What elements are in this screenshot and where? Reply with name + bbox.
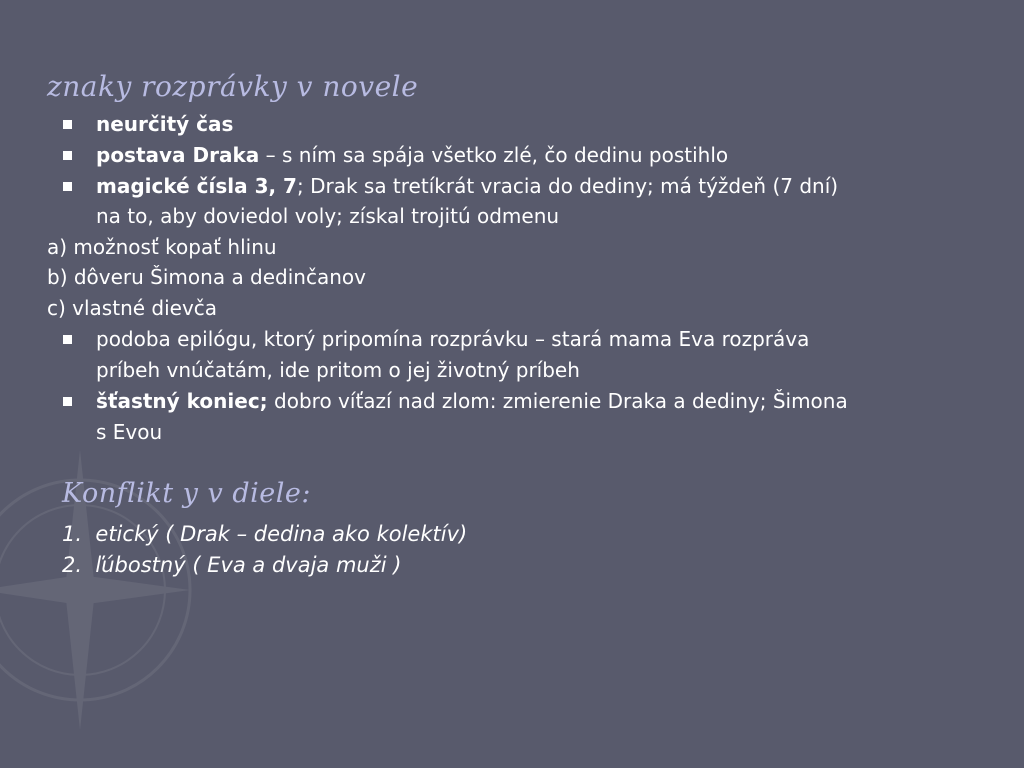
bullet-icon bbox=[63, 397, 72, 406]
section-heading-fairytale-features: znaky rozprávky v novele bbox=[47, 70, 419, 103]
list-item-bold: magické čísla 3, 7 bbox=[96, 174, 297, 198]
conflict-item bbox=[62, 550, 401, 581]
list-item bbox=[96, 140, 728, 171]
list-item-bold: postava Draka bbox=[96, 143, 260, 167]
conflict-item bbox=[62, 519, 467, 550]
list-item-text: dobro víťazí nad zlom: zmierenie Draka a dediny; Šimona bbox=[267, 389, 848, 413]
conflict-number: 1. bbox=[62, 522, 83, 546]
conflict-text: ľúbostný ( Eva a dvaja muži ) bbox=[95, 553, 402, 577]
list-item-text: – s ním sa spája všetko zlé, čo dedinu postihlo bbox=[259, 143, 729, 167]
list-item bbox=[96, 324, 809, 355]
bullet-icon bbox=[63, 120, 72, 129]
list-item-text: ; Drak sa tretíkrát vracia do dediny; má týždeň (7 dní) bbox=[296, 174, 839, 198]
list-item bbox=[96, 109, 233, 140]
list-item bbox=[96, 171, 838, 202]
list-item-continuation: na to, aby doviedol voly; získal trojitú odmenu bbox=[96, 204, 560, 228]
bullet-icon bbox=[63, 335, 72, 344]
list-item-bold: neurčitý čas bbox=[96, 112, 234, 136]
section-heading-conflicts: Konflikt y v diele: bbox=[62, 478, 311, 509]
bullet-icon bbox=[63, 182, 72, 191]
sublist-item: c) vlastné dievča bbox=[47, 296, 218, 320]
list-item bbox=[96, 386, 848, 417]
list-item-continuation: s Evou bbox=[96, 420, 163, 444]
list-item-text: podoba epilógu, ktorý pripomína rozprávku – stará mama Eva rozpráva bbox=[96, 327, 810, 351]
conflict-number: 2. bbox=[62, 553, 83, 577]
bullet-icon bbox=[63, 151, 72, 160]
list-item-bold: šťastný koniec; bbox=[96, 389, 268, 413]
list-item-continuation: príbeh vnúčatám, ide pritom o jej životný príbeh bbox=[96, 358, 580, 382]
sublist-item: b) dôveru Šimona a dedinčanov bbox=[47, 265, 366, 289]
conflict-text: etický ( Drak – dedina ako kolektív) bbox=[95, 522, 468, 546]
sublist-item: a) možnosť kopať hlinu bbox=[47, 235, 277, 259]
